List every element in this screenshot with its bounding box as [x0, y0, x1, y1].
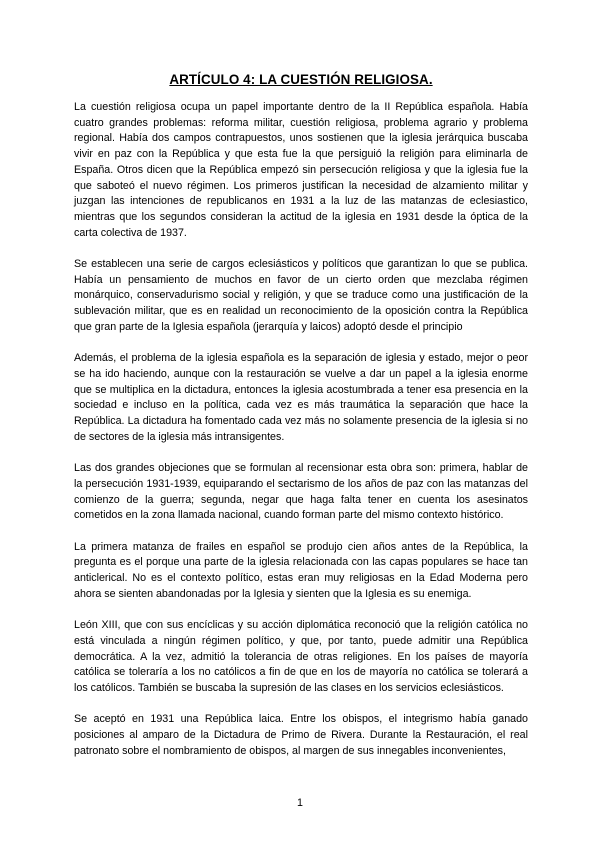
paragraph: Las dos grandes objeciones que se formulan al recensionar esta obra son: primera, hablar de la persecución 1931-1939, equiparando el sectarismo de los años de paz con las matanzas del comienzo de la guerra; segunda, negar que haga falta tener en cuenta los asesinatos cometidos en la zona llamada nacional, cuando forman parte del mismo contexto histórico. — [74, 462, 528, 522]
page-number: 1 — [297, 797, 303, 809]
paragraph: Además, el problema de la iglesia española es la separación de iglesia y estado, mejor o peor se ha ido haciendo, aunque con la restauración se vuelve a dar un papel a la iglesia enorme que se multiplica en la dictadura, entonces la iglesia acostumbrada a tener esa presencia en la sociedad e incluso en la política, cada vez es más traumática la separación que hace la República. La dictadura ha fomentado cada vez más no solamente presencia de la iglesia si no de sectores de la iglesia más intransigentes. — [74, 352, 528, 443]
paragraph: La cuestión religiosa ocupa un papel importante dentro de la II República española. Había cuatro grandes problemas: reforma militar, cuestión religiosa, problema agrario y problema regional. Había dos campos contrapuestos, unos sostienen que la iglesia jerárquica buscaba vivir en paz con la República y que esta fue la que persiguió la religión para eliminarla de España. Otros dicen que la República empezó sin persecución religiosa y que la iglesia fue la que saboteó el nuevo régimen. Los primeros justifican la necesidad de alzamiento militar y juzgan las intenciones de republicanos en 1931 a la luz de las matanzas de eclesiastico, mientras que los segundos consideran la actitud de la iglesia en 1931 desde la óptica de la carta colectiva de 1937. — [74, 101, 528, 239]
article-body — [74, 100, 528, 775]
paragraph: Se establecen una serie de cargos eclesiásticos y políticos que garantizan lo que se publica. Había un pensamiento de muchos en favor de un cierto orden que mezclaba régimen monárquico, conservadurismo social y religión, y que se traduce como una justificación de la sublevación militar, que es en realidad un reconocimiento de la oposición contra la República que gran parte de la Iglesia española (jerarquía y laicos) adoptó desde el principio — [74, 258, 528, 333]
paragraph: León XIII, que con sus encíclicas y su acción diplomática reconoció que la religión católica no está vinculada a ningún régimen político, y que, por tanto, puede admitir una República democrática. A la vez, admitió la tolerancia de otras religiones. En los países de mayoría católica se toleraría a los no católicos a fin de que en los de mayoría no católica se tolerará a los católicos. También se buscaba la supresión de las clases en los servicios eclesiásticos. — [74, 619, 528, 694]
paragraph: La primera matanza de frailes en español se produjo cien años antes de la República, la pregunta es el porque una parte de la iglesia relacionada con las capas populares se hace tan anticlerical. No es el contexto político, estas eran muy religiosas en la Edad Moderna pero ahora se sienten abandonadas por la Iglesia y sienten que la Iglesia es su enemiga. — [74, 540, 528, 600]
article-title: ARTÍCULO 4: LA CUESTIÓN RELIGIOSA. — [169, 72, 433, 87]
paragraph: Se aceptó en 1931 una República laica. Entre los obispos, el integrismo había ganado posiciones al amparo de la Dictadura de Primo de Rivera. Durante la Restauración, el real patronato sobre el nombramiento de obispos, al margen de sus innegables inconvenientes, — [74, 713, 528, 757]
